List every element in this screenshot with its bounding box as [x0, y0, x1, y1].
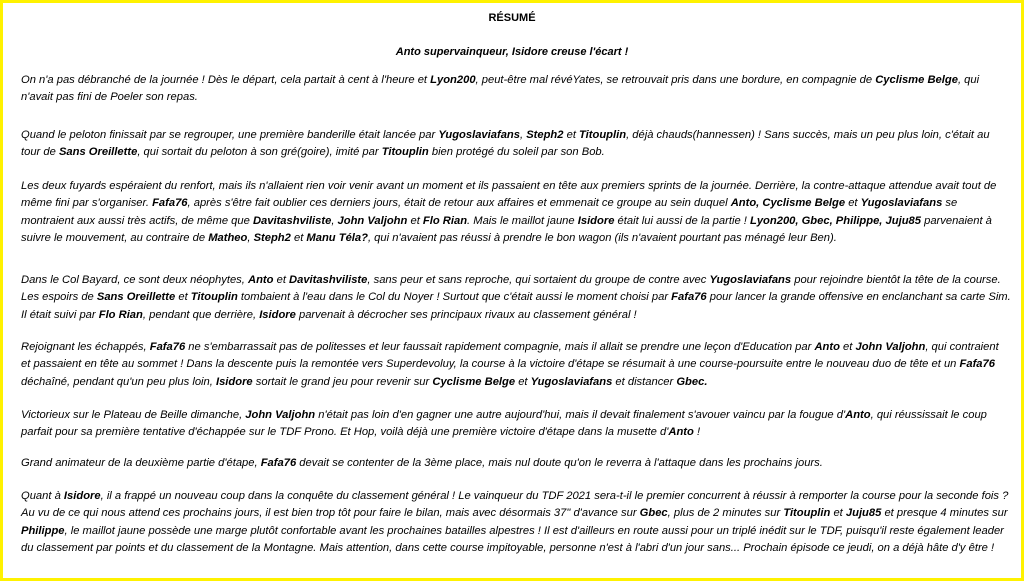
text-run: On n'a pas débranché de la journée ! Dès le départ, cela partait à cent à l'heure et	[21, 74, 431, 86]
text-run: . Mais le maillot jaune	[467, 214, 578, 227]
page-title: RÉSUMÉ	[488, 12, 536, 24]
paragraph	[21, 272, 1011, 324]
bold-name: Titouplin	[190, 291, 238, 304]
paragraph	[21, 488, 1011, 557]
text-run: Quand le peloton finissait par se regrouper, une première banderille était lancée par	[21, 129, 439, 141]
text-run: !	[693, 426, 701, 439]
text-run: Victorieux sur le Plateau de Beille dimanche,	[21, 409, 246, 421]
text-run: n'était pas loin d'en gagner une autre aujourd'hui, mais il devait finalement s'avouer vaincu par la fougue d'	[315, 409, 846, 421]
text-run: , qui n'avaient pas réussi à prendre le bon wagon (ils n'avaient pourtant pas ménagé leur Ben).	[367, 231, 837, 244]
bold-name: Yugoslaviafans	[530, 375, 613, 388]
bold-name: Matheo	[208, 231, 248, 244]
bold-name: Sans Oreillette	[96, 291, 176, 304]
bold-name: Manu Téla?	[306, 231, 368, 244]
text-run: était lui aussi de la partie !	[614, 214, 750, 227]
bold-name: Anto, Cyclisme Belge	[730, 197, 846, 210]
text-run: sortait le grand jeu pour revenir sur	[252, 375, 433, 388]
bold-name: Sans Oreillette	[58, 146, 138, 159]
bold-name: Titouplin	[381, 146, 429, 159]
bold-name: Anto	[668, 426, 694, 439]
text-run: et	[175, 291, 191, 304]
bold-name: Yugoslaviafans	[709, 274, 792, 286]
text-run: Rejoignant les échappés,	[21, 341, 150, 353]
headline: Anto supervainqueur, Isidore creuse l'écart !	[395, 46, 629, 58]
text-run: Quant à	[21, 490, 64, 502]
text-run: et presque 4 minutes sur	[881, 507, 1008, 520]
text-run: devait se contenter de la 3ème place, mais nul doute qu'on le reverra à l'attaque dans les prochains jours.	[296, 457, 823, 469]
bold-name: John Valjohn	[245, 409, 316, 421]
bold-name: Isidore	[577, 214, 615, 227]
bold-name: Isidore	[259, 308, 296, 321]
bold-name: Cyclisme Belge	[432, 375, 516, 388]
text-run: , le maillot jaune possède une marge plutôt confortable avant les prochaines batailles alpestres ! Il est d'ailleurs en route aussi pour un triplé inédit sur le TDF, puisqu'il reste également leader du classement par points et du classement de la Montagne. Mais attention, dans cette course impitoyable, personne n'est à l'abri d'un jour sans... Prochain épisode ce jeudi, on a déjà hâte d'y être !	[21, 524, 1004, 554]
bold-name: Titouplin	[783, 507, 831, 520]
bold-name: Fafa76	[671, 291, 707, 304]
text-run: et	[830, 507, 846, 520]
text-run: déchaîné, pendant qu'un peu plus loin,	[21, 375, 216, 388]
text-run: , peut-être mal révéYates, se retrouvait pris dans une bordure, en compagnie de	[475, 74, 876, 86]
bold-name: Isidore	[215, 375, 253, 388]
bold-name: Anto	[845, 409, 871, 421]
bold-name: Davitashviliste	[252, 214, 332, 227]
text-run: Grand animateur de la deuxième partie d'étape,	[21, 457, 261, 469]
bold-name: Cyclisme Belge	[875, 74, 958, 86]
bold-name: Titouplin	[579, 129, 627, 141]
bold-name: Steph2	[253, 231, 291, 244]
text-run: , qui sortait du peloton à son gré(goire), imité par	[137, 146, 382, 159]
text-run: pour lancer la grande offensive en enclanchant sa carte Sim. Il était suivi par	[21, 291, 1011, 321]
text-run: tombaient à l'eau dans le Col du Noyer ! Surtout que c'était aussi le moment choisi par	[237, 291, 672, 304]
text-run: et distancer	[612, 375, 677, 388]
text-run: se montraient aux aussi très actifs, de même que	[21, 197, 958, 227]
bold-name: Juju85	[845, 507, 882, 520]
bold-name: Isidore	[63, 490, 101, 502]
text-run: , qui n'avait pas fini de Poeler son repas.	[21, 74, 980, 104]
text-run: et	[839, 341, 856, 353]
text-run: , plus de 2 minutes sur	[667, 507, 784, 520]
text-run: , après s'être fait oublier ces derniers jours, était de retour aux affaires et emmenait ce groupe au sein duquel	[187, 197, 731, 210]
text-run: , qui réussissait le coup parfait pour sa première tentative d'échappée sur le TDF Prono. Et Hop, voilà déjà une première victoire d'étape dans la musette d'	[21, 409, 987, 439]
text-run: , qui contraient et passaient en tête au sommet ! Dans la descente puis la remontée vers Superdevoluy, la course à la victoire d'étape se résumait à une course-poursuite entre le nouveau duo de tête et un	[21, 341, 999, 371]
text-run: et	[515, 375, 531, 388]
text-run: Les deux fuyards espéraient du renfort, mais ils n'allaient rien voir venir avant un moment et ils passaient en tête aux premiers sprints de la journée. Derrière, la contre-attaque attendue avait tout de même fini par s'organiser.	[21, 180, 997, 210]
text-run: Dans le Col Bayard, ce sont deux néophytes,	[21, 274, 248, 286]
text-run: pour rejoindre bientôt la tête de la course. Les espoirs de	[21, 274, 1001, 304]
bold-name: Gbec.	[676, 375, 708, 388]
text-run: parvenait à décrocher ses principaux rivaux au classement général !	[295, 308, 637, 321]
text-run: et	[273, 274, 290, 286]
paragraph	[21, 455, 1011, 472]
bold-name: Anto	[814, 341, 840, 353]
bold-name: Lyon200, Gbec, Philippe, Juju85	[750, 214, 921, 227]
text-run: et	[407, 214, 423, 227]
bold-name: Fafa76	[152, 197, 188, 210]
bold-name: Fafa76	[149, 341, 186, 353]
paragraph	[21, 407, 1011, 442]
text-run: , sans peur et sans reproche, qui sortaient du groupe de contre avec	[367, 274, 710, 286]
text-run: bien protégé du soleil par son Bob.	[428, 146, 605, 159]
bold-name: Philippe	[21, 524, 65, 537]
paragraph	[21, 339, 1011, 391]
text-run: parvenaient à suivre le mouvement, au contraire de	[21, 214, 992, 244]
bold-name: Steph2	[526, 129, 564, 141]
bold-name: Flo Rian	[98, 308, 143, 321]
bold-name: John Valjohn	[855, 341, 926, 353]
bold-name: Lyon200	[430, 74, 476, 86]
bold-name: Davitashviliste	[289, 274, 368, 286]
paragraph	[21, 178, 1011, 247]
text-run: , il a frappé un nouveau coup dans la conquête du classement général ! Le vainqueur du TDF 2021 sera-t-il le premier concurrent à réussir à remporter la course pour la seconde fois ? Au vu de ce qui nous attend ces prochains jours, il est bien trop tôt pour faire le bilan, mais avec désormais 37" d'avance sur	[21, 490, 1009, 520]
paragraph	[21, 127, 1011, 162]
text-run: et	[563, 129, 580, 141]
text-run: , pendant que derrière,	[142, 308, 260, 321]
text-run: ne s'embarrassait pas de politesses et leur faussait rapidement compagnie, mais il allait se prendre une leçon d'Education par	[185, 341, 815, 353]
bold-name: Flo Rian	[422, 214, 468, 227]
bold-name: Fafa76	[959, 358, 995, 371]
bold-name: Gbec	[639, 507, 668, 520]
bold-name: John Valjohn	[337, 214, 408, 227]
text-run: et	[845, 197, 861, 210]
text-run: ,	[331, 214, 338, 227]
text-run: , déjà chauds(hannessen) ! Sans succès, mais un peu plus loin, c'était au tour de	[21, 129, 990, 159]
paragraph	[21, 72, 1011, 107]
bold-name: Yugoslaviafans	[438, 129, 520, 141]
text-run: ,	[247, 231, 254, 244]
bold-name: Fafa76	[260, 457, 297, 469]
text-run: et	[290, 231, 307, 244]
bold-name: Anto	[248, 274, 274, 286]
text-run: ,	[519, 129, 527, 141]
bold-name: Yugoslaviafans	[860, 197, 943, 210]
